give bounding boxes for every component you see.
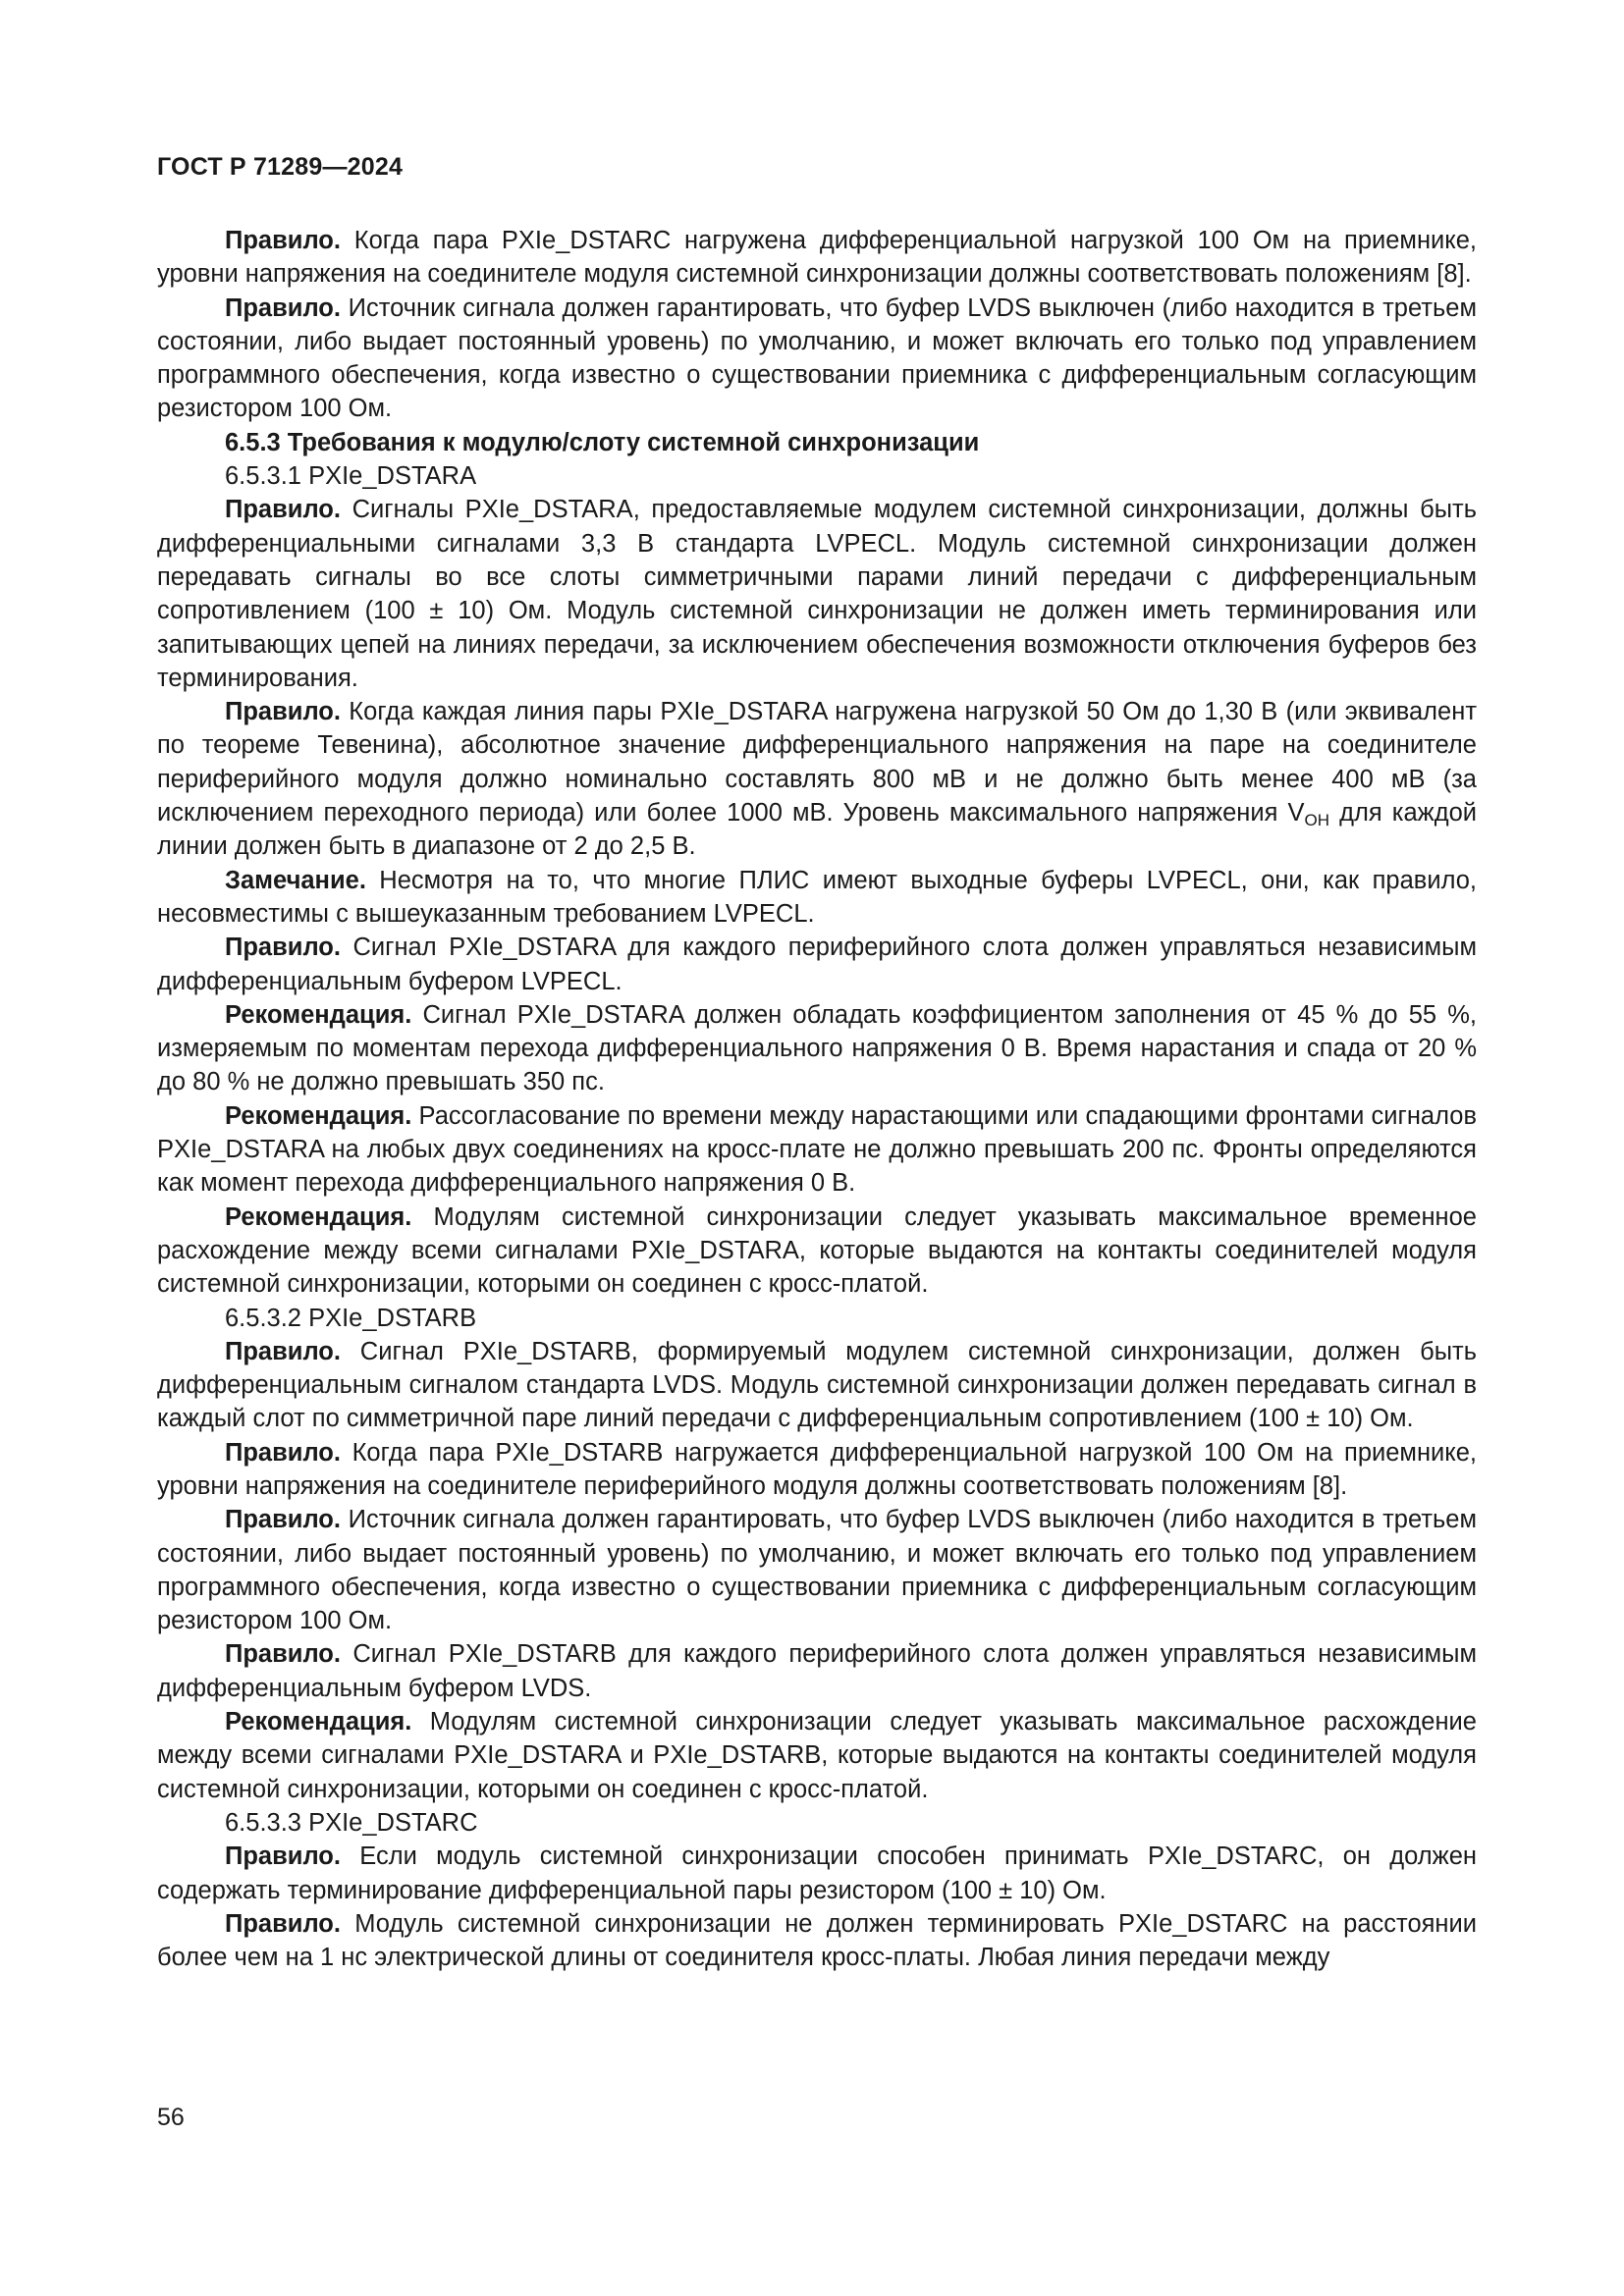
paragraph-rule-dstarb-lvds: [157, 1335, 1477, 1436]
paragraph-rule-dstarc-termination: [157, 1840, 1477, 1907]
paragraph-rule-dstarc-load: [157, 224, 1477, 292]
paragraph-rule-dstara-buffer: [157, 931, 1477, 998]
paragraph-recommendation-duty-cycle: [157, 998, 1477, 1099]
recommendation-keyword: Рекомендация.: [225, 1202, 412, 1231]
paragraph-text: Когда пара PXIe_DSTARB нагружается дифференциальной нагрузкой 100 Ом на приемнике, уровни напряжения на соединителе периферийного модуля должны соответствовать положениям [8].: [157, 1438, 1477, 1500]
document-header: ГОСТ Р 71289—2024: [157, 153, 404, 181]
rule-keyword: Правило.: [225, 1909, 341, 1938]
paragraph-text: Сигнал PXIe_DSTARA для каждого периферийного слота должен управляться независимым дифференциальным буфером LVPECL.: [157, 934, 1477, 995]
paragraph-text: Рассогласование по времени между нарастающими или спадающими фронтами сигналов PXIe_DSTARA на любых двух соединениях на кросс-плате не должно превышать 200 пс. Фронты определяются как момент перехода дифференциального напряжения 0 В.: [157, 1101, 1477, 1198]
recommendation-keyword: Рекомендация.: [225, 1000, 412, 1029]
rule-keyword: Правило.: [225, 934, 341, 962]
paragraph-text: Сигнал PXIe_DSTARB, формируемый модулем системной синхронизации, должен быть дифференциальным сигналом стандарта LVDS. Модуль системной синхронизации должен передавать сигнал в каждый слот по симметричной паре линий передачи с дифференциальным сопротивлением (100 ± 10) Ом.: [157, 1337, 1477, 1433]
paragraph-rule-lvds-default-2: [157, 1503, 1477, 1637]
paragraph-text: Когда пара PXIe_DSTARC нагружена дифференциальной нагрузкой 100 Ом на приемнике, уровни напряжения на соединителе модуля системной синхронизации должны соответствовать положениям [8].: [157, 227, 1477, 289]
paragraph-text: Сигнал PXIe_DSTARA должен обладать коэффициентом заполнения от 45 % до 55 %, измеряемым по моментам перехода дифференциального напряжения 0 В. Время нарастания и спада от 20 % до 80 % не должно превышать 350 пс.: [157, 1000, 1477, 1096]
rule-keyword: Правило.: [225, 1506, 341, 1534]
paragraph-text: Сигналы PXIe_DSTARA, предоставляемые модулем системной синхронизации, должны быть дифференциальными сигналами 3,3 В стандарта LVPECL. Модуль системной синхронизации должен передавать сигналы во все слоты симметричными парами линий передачи с дифференциальным сопротивлением (100 ± 10) Ом. Модуль системной синхронизации не должен иметь терминирования или запитывающих цепей на линиях передачи, за исключением обеспечения возможности отключения буферов без терминирования.: [157, 496, 1477, 692]
paragraph-text: Модуль системной синхронизации не должен терминировать PXIe_DSTARC на расстоянии более чем на 1 нс электрической длины от соединителя кросс-платы. Любая линия передачи между: [157, 1909, 1477, 1972]
rule-keyword: Правило.: [225, 496, 341, 524]
subsection-heading-6-5-3-2: 6.5.3.2 PXIe_DSTARB: [225, 1304, 477, 1332]
paragraph-text: Источник сигнала должен гарантировать, что буфер LVDS выключен (либо находится в третьем состоянии, либо выдает постоянный уровень) по умолчанию, и может включать его только под управлением программного обеспечения, когда известно о существовании приемника с дифференциальным согласующим резистором 100 Ом.: [157, 1506, 1477, 1635]
rule-keyword: Правило.: [225, 1337, 341, 1365]
note-keyword: Замечание.: [225, 866, 366, 894]
section-heading-6-5-3: 6.5.3 Требования к модулю/слоту системной синхронизации: [225, 428, 980, 456]
rule-keyword: Правило.: [225, 1438, 341, 1467]
paragraph-text: Когда каждая линия пары PXIe_DSTARA нагружена нагрузкой 50 Ом до 1,30 В (или эквивалент по теореме Тевенина), абсолютное значение дифференциального напряжения на паре на соединителе периферийного модуля должно номинально составлять 800 мВ и не должно быть менее 400 мВ (за исключением переходного периода) или более 1000 мВ. Уровень максимального напряжения V: [157, 698, 1477, 828]
subsection-heading-6-5-3-3: 6.5.3.3 PXIe_DSTARC: [225, 1808, 478, 1837]
paragraph-rule-dstarb-load: [157, 1436, 1477, 1504]
paragraph-text: Источник сигнала должен гарантировать, что буфер LVDS выключен (либо находится в третьем состоянии, либо выдает постоянный уровень) по умолчанию, и может включать его только под управлением программного обеспечения, когда известно о существовании приемника с дифференциальным согласующим резистором 100 Ом.: [157, 294, 1477, 423]
paragraph-recommendation-dstara-dstarb-skew: [157, 1705, 1477, 1806]
paragraph-rule-lvds-default: [157, 292, 1477, 426]
page-number: 56: [157, 2104, 185, 2131]
recommendation-keyword: Рекомендация.: [225, 1708, 412, 1736]
paragraph-rule-dstarc-distance: [157, 1907, 1477, 1975]
subsection-heading-6-5-3-1: 6.5.3.1 PXIe_DSTARA: [225, 462, 477, 491]
paragraph-text: Несмотря на то, что многие ПЛИС имеют выходные буферы LVPECL, они, как правило, несовместимы с вышеуказанным требованием LVPECL.: [157, 866, 1477, 928]
paragraph-rule-dstarb-buffer: [157, 1637, 1477, 1705]
paragraph-text: Модулям системной синхронизации следует указывать максимальное временное расхождение между всеми сигналами PXIe_DSTARA, которые выдаются на контакты соединителей модуля системной синхронизации, которыми он соединен с кросс-платой.: [157, 1202, 1477, 1299]
paragraph-text: Сигнал PXIe_DSTARB для каждого периферийного слота должен управляться независимым дифференциальным буфером LVDS.: [157, 1640, 1477, 1702]
paragraph-recommendation-dstara-skew: [157, 1201, 1477, 1302]
rule-keyword: Правило.: [225, 227, 341, 254]
paragraph-text: Если модуль системной синхронизации способен принимать PXIe_DSTARC, он должен содержать терминирование дифференциальной пары резистором (100 ± 10) Ом.: [157, 1842, 1477, 1904]
subscript-oh: OH: [1304, 811, 1330, 830]
paragraph-note-fpga: [157, 864, 1477, 932]
rule-keyword: Правило.: [225, 1640, 341, 1669]
paragraph-rule-dstara-lvpecl: [157, 493, 1477, 695]
paragraph-recommendation-skew: [157, 1099, 1477, 1201]
paragraph-text: для каждой линии должен быть в диапазоне от 2 до 2,5 В.: [157, 799, 1478, 861]
paragraph-rule-dstara-voltage: [157, 695, 1477, 863]
rule-keyword: Правило.: [225, 1842, 341, 1871]
recommendation-keyword: Рекомендация.: [225, 1101, 412, 1130]
rule-keyword: Правило.: [225, 698, 341, 726]
paragraph-text: Модулям системной синхронизации следует указывать максимальное расхождение между всеми сигналами PXIe_DSTARA и PXIe_DSTARB, которые выдаются на контакты соединителей модуля системной синхронизации, которыми он соединен с кросс-платой.: [157, 1708, 1477, 1803]
rule-keyword: Правило.: [225, 294, 341, 322]
document-body: [157, 224, 1477, 1974]
